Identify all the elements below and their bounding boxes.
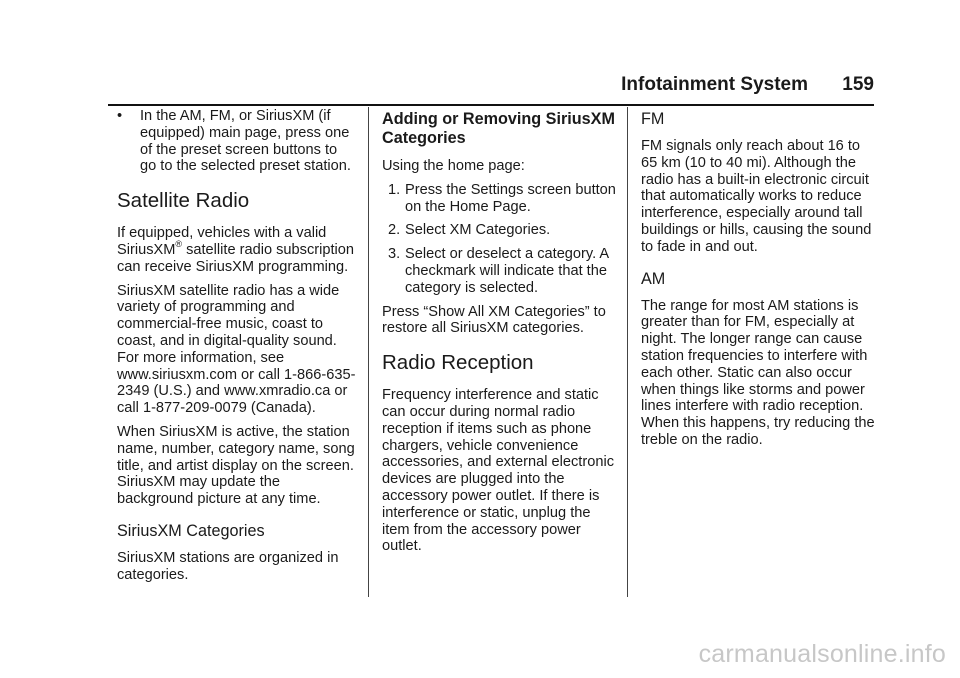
am-heading: AM [641, 269, 666, 288]
section-title: Infotainment System [621, 74, 808, 95]
step-text: Select XM Categories. [405, 222, 551, 239]
column-middle [382, 108, 618, 562]
steps-list [382, 182, 618, 297]
home-page-intro: Using the home page: [382, 158, 525, 174]
satellite-paragraph-1 [117, 225, 357, 275]
step-number: 1. [388, 181, 401, 198]
bullet-text: In the AM, FM, or SiriusXM (if equipped) main page, press one of the preset screen buttons to go to the selected preset station. [140, 108, 351, 175]
bullet-icon: • [117, 108, 123, 124]
page-number: 159 [842, 74, 874, 95]
registered-mark: ® [175, 239, 183, 250]
radio-reception-heading: Radio Reception [382, 351, 534, 375]
column-divider [368, 107, 369, 597]
step-item [382, 222, 618, 239]
column-divider [627, 107, 628, 597]
sat-p1-text-a: If equipped, vehicles with a valid SiriusXM [117, 225, 327, 258]
reception-paragraph: Frequency interference and static can occur during normal radio reception if items such as phone chargers, vehicle convenience accessories, and external electronic devices are plugged into the accessory power outlet. If there is interference or static, unplug the item from the accessory power outlet. [382, 387, 614, 555]
sat-p1-text-b: satellite radio subscription can receive SiriusXM programming. [117, 241, 354, 275]
show-all-paragraph: Press “Show All XM Categories” to restore all SiriusXM categories. [382, 303, 606, 337]
preset-bullet [117, 108, 357, 175]
step-item [382, 182, 618, 216]
step-text: Press the Settings screen button on the Home Page. [405, 181, 616, 215]
satellite-paragraph-2: SiriusXM satellite radio has a wide variety of programming and commercial-free music, coast to coast, and in digital-quality sound. For more information, see www.siriusxm.com or call 1-866-635-2349 (U.S.) and www.xmradio.ca or call 1-877-209-0079 (Canada). [117, 282, 356, 417]
fm-paragraph: FM signals only reach about 16 to 65 km (10 to 40 mi). Although the radio has a built-in electronic circuit that automatically works to reduce interference, especially around tall buildings or hills, causing the sound to fade in and out. [641, 138, 872, 255]
column-left [117, 108, 357, 591]
watermark: carmanualsonline.info [698, 640, 946, 668]
step-item [382, 246, 618, 296]
am-paragraph: The range for most AM stations is greater than for FM, especially at night. The longer range can cause station frequencies to interfere with each other. Static can also occur when things like storms and power lines interfere with radio reception. When this happens, try reducing the treble on the radio. [641, 297, 875, 448]
satellite-paragraph-3: When SiriusXM is active, the station name, number, category name, song title, and artist display on the screen. SiriusXM may update the background picture at any time. [117, 423, 355, 508]
fm-heading: FM [641, 110, 665, 128]
satellite-radio-heading: Satellite Radio [117, 189, 250, 213]
categories-paragraph: SiriusXM stations are organized in categories. [117, 549, 339, 583]
step-text: Select or deselect a category. A checkmark will indicate that the category is selected. [405, 246, 609, 296]
page-header [108, 64, 874, 106]
siriusxm-categories-heading: SiriusXM Categories [117, 521, 265, 540]
step-number: 3. [388, 246, 401, 263]
column-right [641, 108, 877, 456]
step-number: 2. [388, 222, 401, 239]
adding-removing-heading: Adding or Removing SiriusXM Categories [382, 110, 615, 147]
